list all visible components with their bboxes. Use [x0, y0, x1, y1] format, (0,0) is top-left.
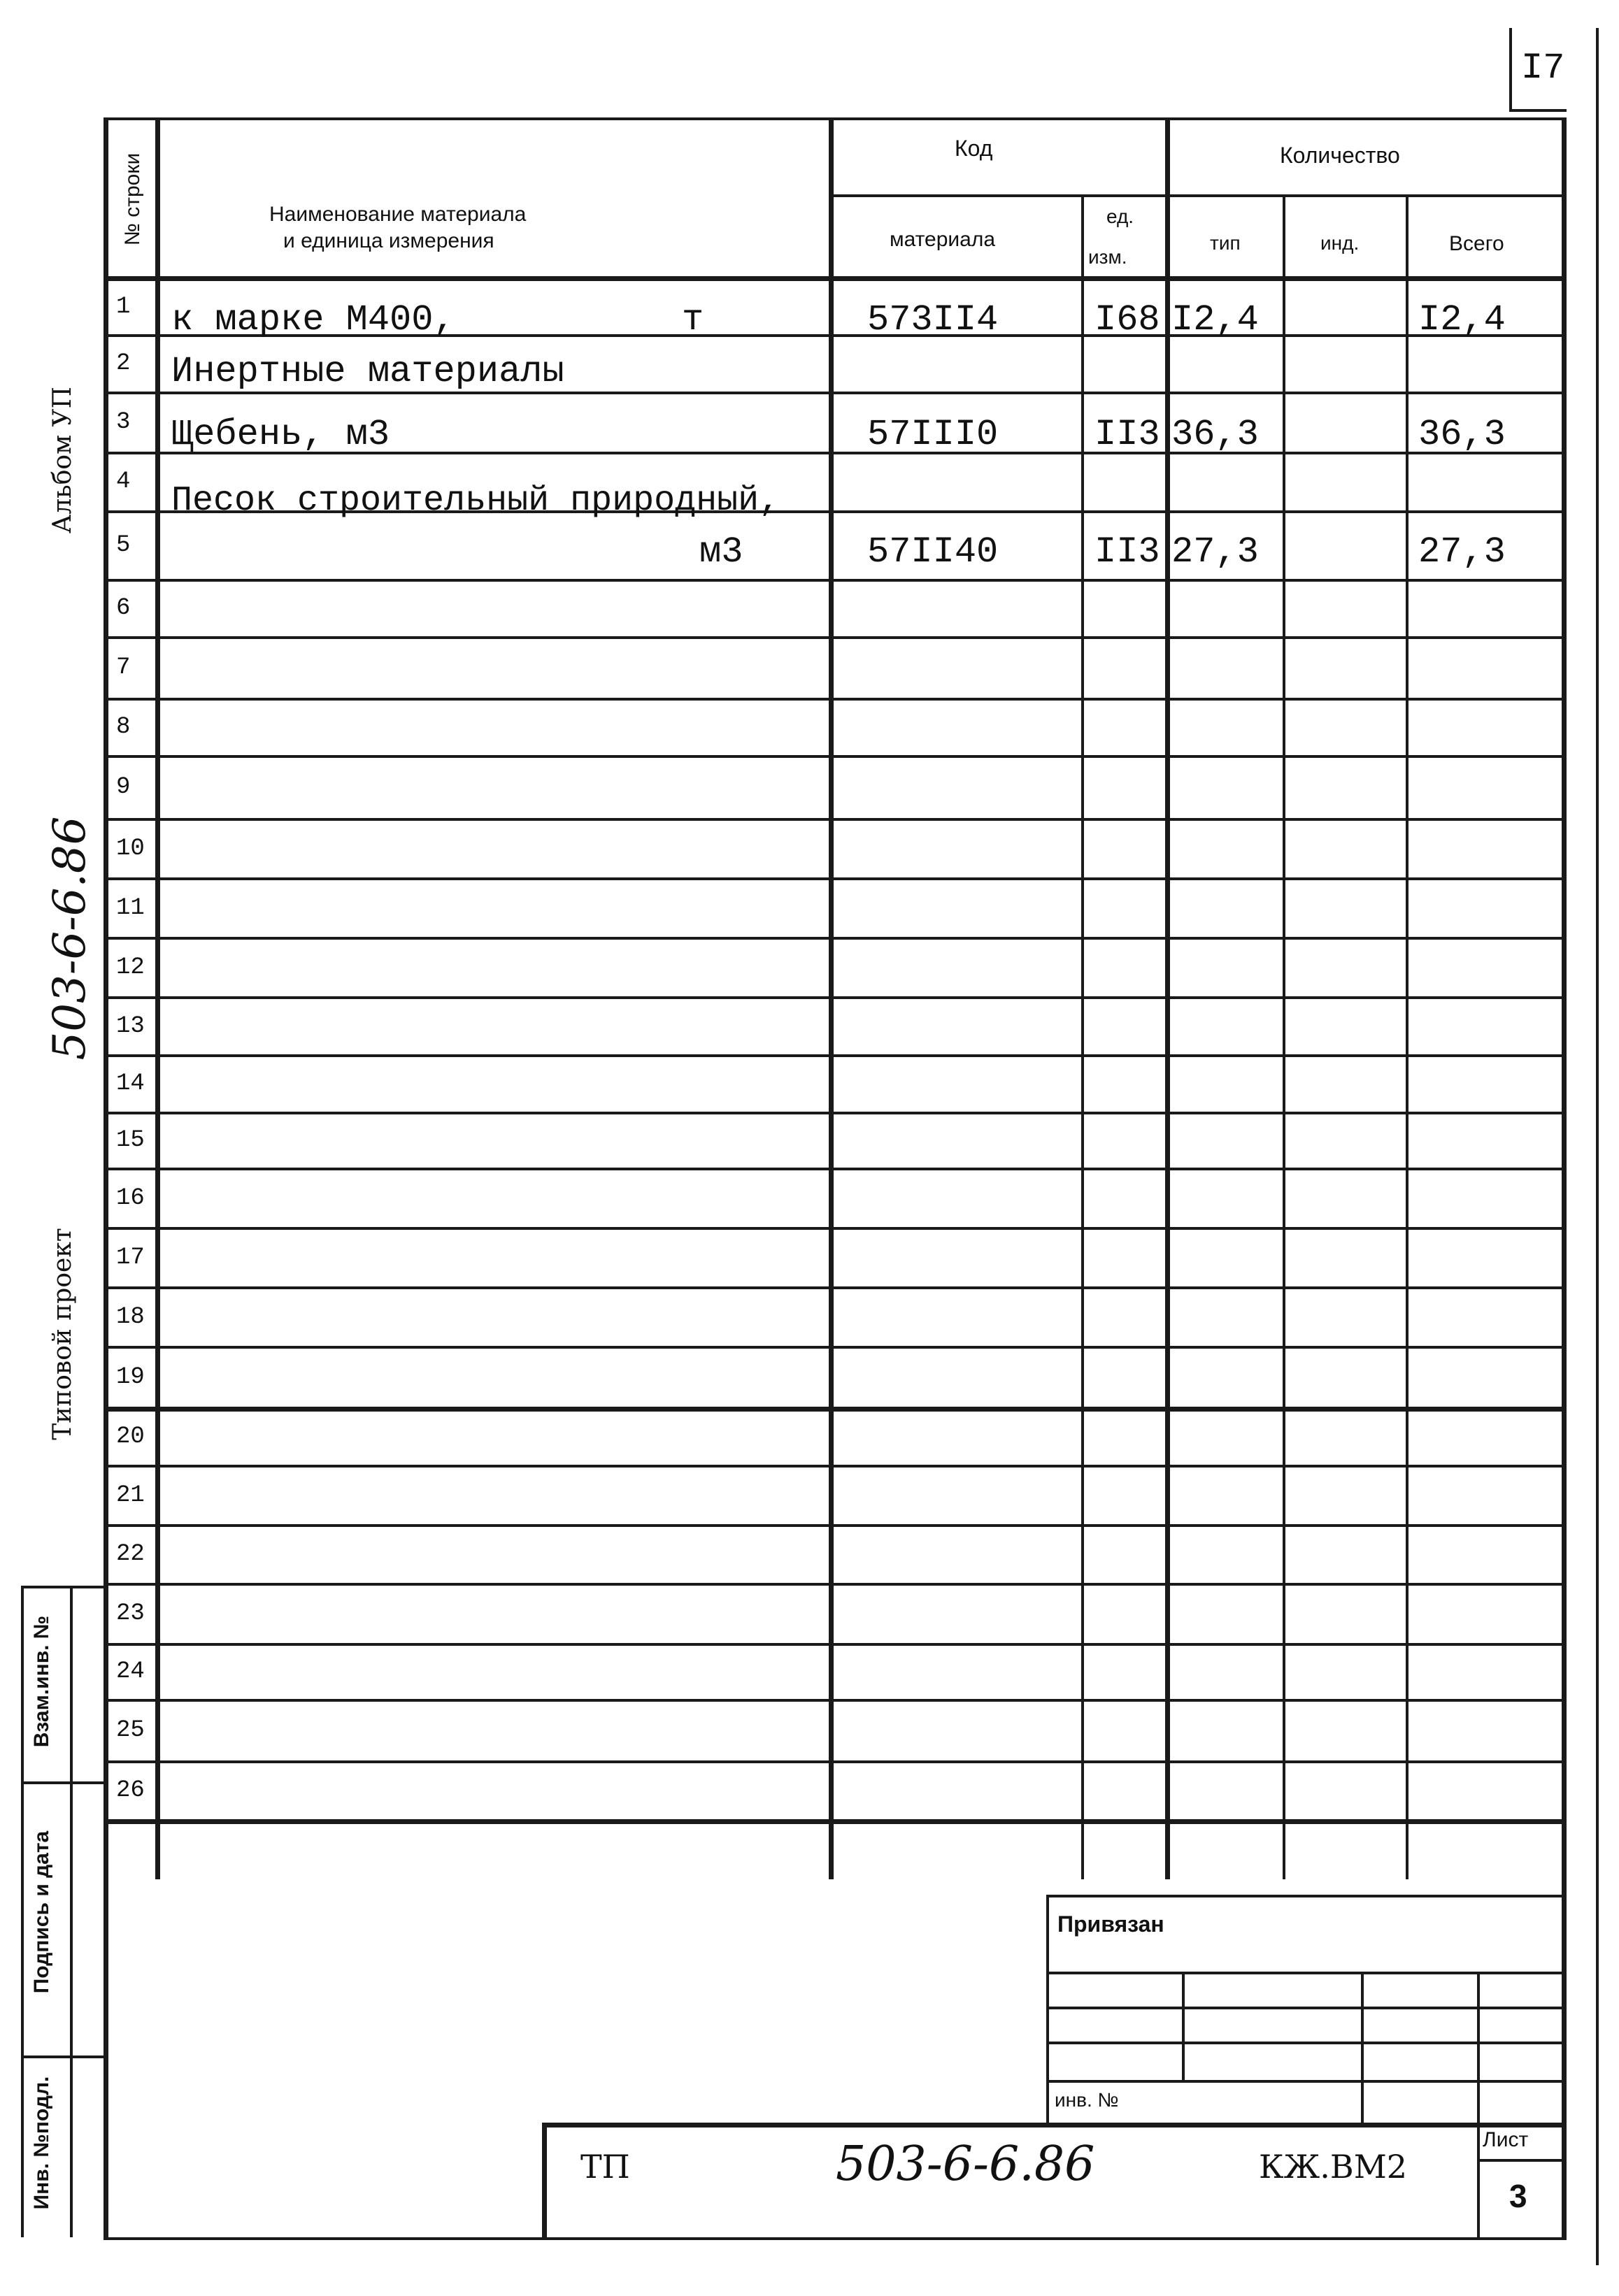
binding-inv-label: инв. № [1055, 2089, 1119, 2111]
row-number: 3 [116, 409, 131, 436]
title-tp: ТП [580, 2148, 630, 2186]
row-3-name: Щебень, м3 [171, 414, 390, 455]
row-number: 10 [116, 835, 145, 862]
binding-line-4 [1046, 2080, 1564, 2083]
col-sep-matcode [1081, 196, 1084, 1879]
row-5-code: 57II40 [867, 531, 999, 573]
row-1-unit: т [682, 299, 704, 340]
header-bottom [105, 276, 1563, 281]
header-name-line1: Наименование материала [269, 203, 527, 226]
header-type-qty: тип [1210, 232, 1241, 254]
row-3-ucode: II3 [1094, 414, 1160, 455]
sheet-label-sep [1477, 2159, 1564, 2162]
frame-right-outer [1596, 28, 1599, 2265]
row-number: 19 [116, 1363, 145, 1391]
row-separator-16 [105, 1227, 1563, 1230]
row-number: 11 [116, 894, 145, 921]
margin-album: Альбом УП [48, 387, 77, 533]
row-number: 9 [116, 774, 131, 801]
row-separator-11 [105, 937, 1563, 940]
page-number: I7 [1521, 48, 1565, 89]
binding-col-2 [1361, 1972, 1364, 2125]
sheet-number: 3 [1509, 2178, 1527, 2214]
row-number: 20 [116, 1423, 145, 1450]
sheet-label: Лист [1483, 2128, 1529, 2151]
stamp-mid [70, 1587, 73, 2237]
row-3-total: 36,3 [1418, 414, 1506, 455]
row-separator-14 [105, 1112, 1563, 1114]
binding-line-1 [1046, 1972, 1564, 1974]
row-separator-15 [105, 1168, 1563, 1170]
title-project-code: 503-6-6.86 [836, 2137, 1095, 2192]
header-total-qty: Всего [1449, 232, 1504, 255]
margin-typical-project: Типовой проект [48, 1228, 77, 1440]
row-number: 6 [116, 595, 131, 622]
stamp-inv-podl: Инв. №подл. [30, 2076, 53, 2210]
row-separator-17 [105, 1286, 1563, 1289]
col-sep-ind [1406, 196, 1408, 1879]
stamp-sep-2 [21, 2055, 105, 2058]
row-5-ucode: II3 [1094, 531, 1160, 573]
row-1-tip: I2,4 [1171, 299, 1259, 340]
row-separator-12 [105, 996, 1563, 999]
row-separator-25 [105, 1760, 1563, 1763]
stamp-sep-1 [21, 1781, 105, 1784]
binding-line-3 [1046, 2042, 1564, 2044]
row-1-name: к марке М400, [171, 299, 455, 340]
stamp-sign-date: Подпись и дата [30, 1830, 53, 1994]
row-4-name: Песок строительный природный, [171, 481, 780, 521]
row-number: 16 [116, 1184, 145, 1212]
row-separator-26 [105, 1819, 1563, 1824]
row-number: 17 [116, 1244, 145, 1271]
frame-left [104, 117, 108, 2239]
row-separator-20 [105, 1465, 1563, 1468]
binding-col-3 [1477, 1972, 1480, 2237]
row-number: 26 [116, 1777, 145, 1804]
row-number: 7 [116, 654, 131, 681]
row-5-tip: 27,3 [1171, 531, 1259, 573]
row-number: 21 [116, 1481, 145, 1509]
col-sep-tip [1283, 196, 1285, 1879]
row-separator-23 [105, 1643, 1563, 1646]
page-number-box-left [1509, 28, 1512, 112]
row-number: 2 [116, 350, 131, 377]
stamp-left [21, 1587, 24, 2237]
row-number: 22 [116, 1541, 145, 1567]
row-5-unit: м3 [699, 531, 743, 573]
row-separator-9 [105, 818, 1563, 821]
row-number: 5 [116, 532, 131, 559]
binding-col-1 [1182, 1972, 1185, 2080]
row-number: 12 [116, 954, 145, 981]
stamp-top [21, 1586, 105, 1588]
row-separator-13 [105, 1054, 1563, 1057]
frame-right [1562, 117, 1567, 2239]
row-1-total: I2,4 [1418, 299, 1506, 340]
page-number-box-bottom [1509, 109, 1567, 112]
row-2-name: Инертные материалы [171, 351, 564, 392]
header-name-line2: и единица измерения [283, 229, 494, 252]
margin-project-code: 503-6-6.86 [44, 816, 96, 1061]
title-doc-code: КЖ.ВМ2 [1259, 2148, 1408, 2186]
row-number: 24 [116, 1658, 145, 1685]
binding-top [1046, 1895, 1564, 1897]
row-number: 13 [116, 1012, 145, 1040]
row-number: 8 [116, 714, 131, 740]
stamp-vzam-inv: Взам.инв. № [30, 1615, 53, 1748]
row-separator-5 [105, 579, 1563, 582]
header-ind-qty: инд. [1320, 232, 1360, 254]
row-number: 4 [116, 468, 131, 495]
row-5-total: 27,3 [1418, 531, 1506, 573]
header-qty-group: Количество [1280, 143, 1400, 168]
row-3-code: 57III0 [867, 414, 999, 455]
header-unit-code-1: ед. [1106, 206, 1134, 227]
row-3-tip: 36,3 [1171, 414, 1259, 455]
row-separator-21 [105, 1524, 1563, 1527]
binding-title: Привязан [1057, 1911, 1164, 1937]
binding-left [1046, 1896, 1049, 2127]
row-number: 18 [116, 1303, 145, 1330]
row-1-ucode: I68 [1094, 299, 1160, 340]
row-separator-18 [105, 1346, 1563, 1349]
header-material-code: материала [890, 228, 996, 251]
header-row-no: № строки [121, 152, 144, 246]
title-block-left [542, 2123, 547, 2240]
row-separator-8 [105, 755, 1563, 758]
header-unit-code-2: изм. [1088, 246, 1127, 268]
header-code-group: Код [955, 136, 993, 161]
row-number: 25 [116, 1717, 145, 1744]
row-separator-22 [105, 1583, 1563, 1586]
frame-bottom [104, 2237, 1567, 2240]
row-number: 23 [116, 1600, 145, 1627]
frame-top [105, 117, 1567, 120]
header-subgroup-line [829, 194, 1563, 197]
row-separator-19 [105, 1407, 1563, 1412]
row-separator-24 [105, 1699, 1563, 1702]
row-number: 15 [116, 1127, 145, 1154]
row-separator-6 [105, 636, 1563, 639]
binding-line-2 [1046, 2007, 1564, 2009]
row-number: 14 [116, 1070, 145, 1097]
title-block-top [542, 2123, 1563, 2128]
row-separator-10 [105, 877, 1563, 880]
row-number: 1 [116, 294, 131, 320]
row-separator-7 [105, 698, 1563, 701]
row-1-code: 573II4 [867, 299, 999, 340]
